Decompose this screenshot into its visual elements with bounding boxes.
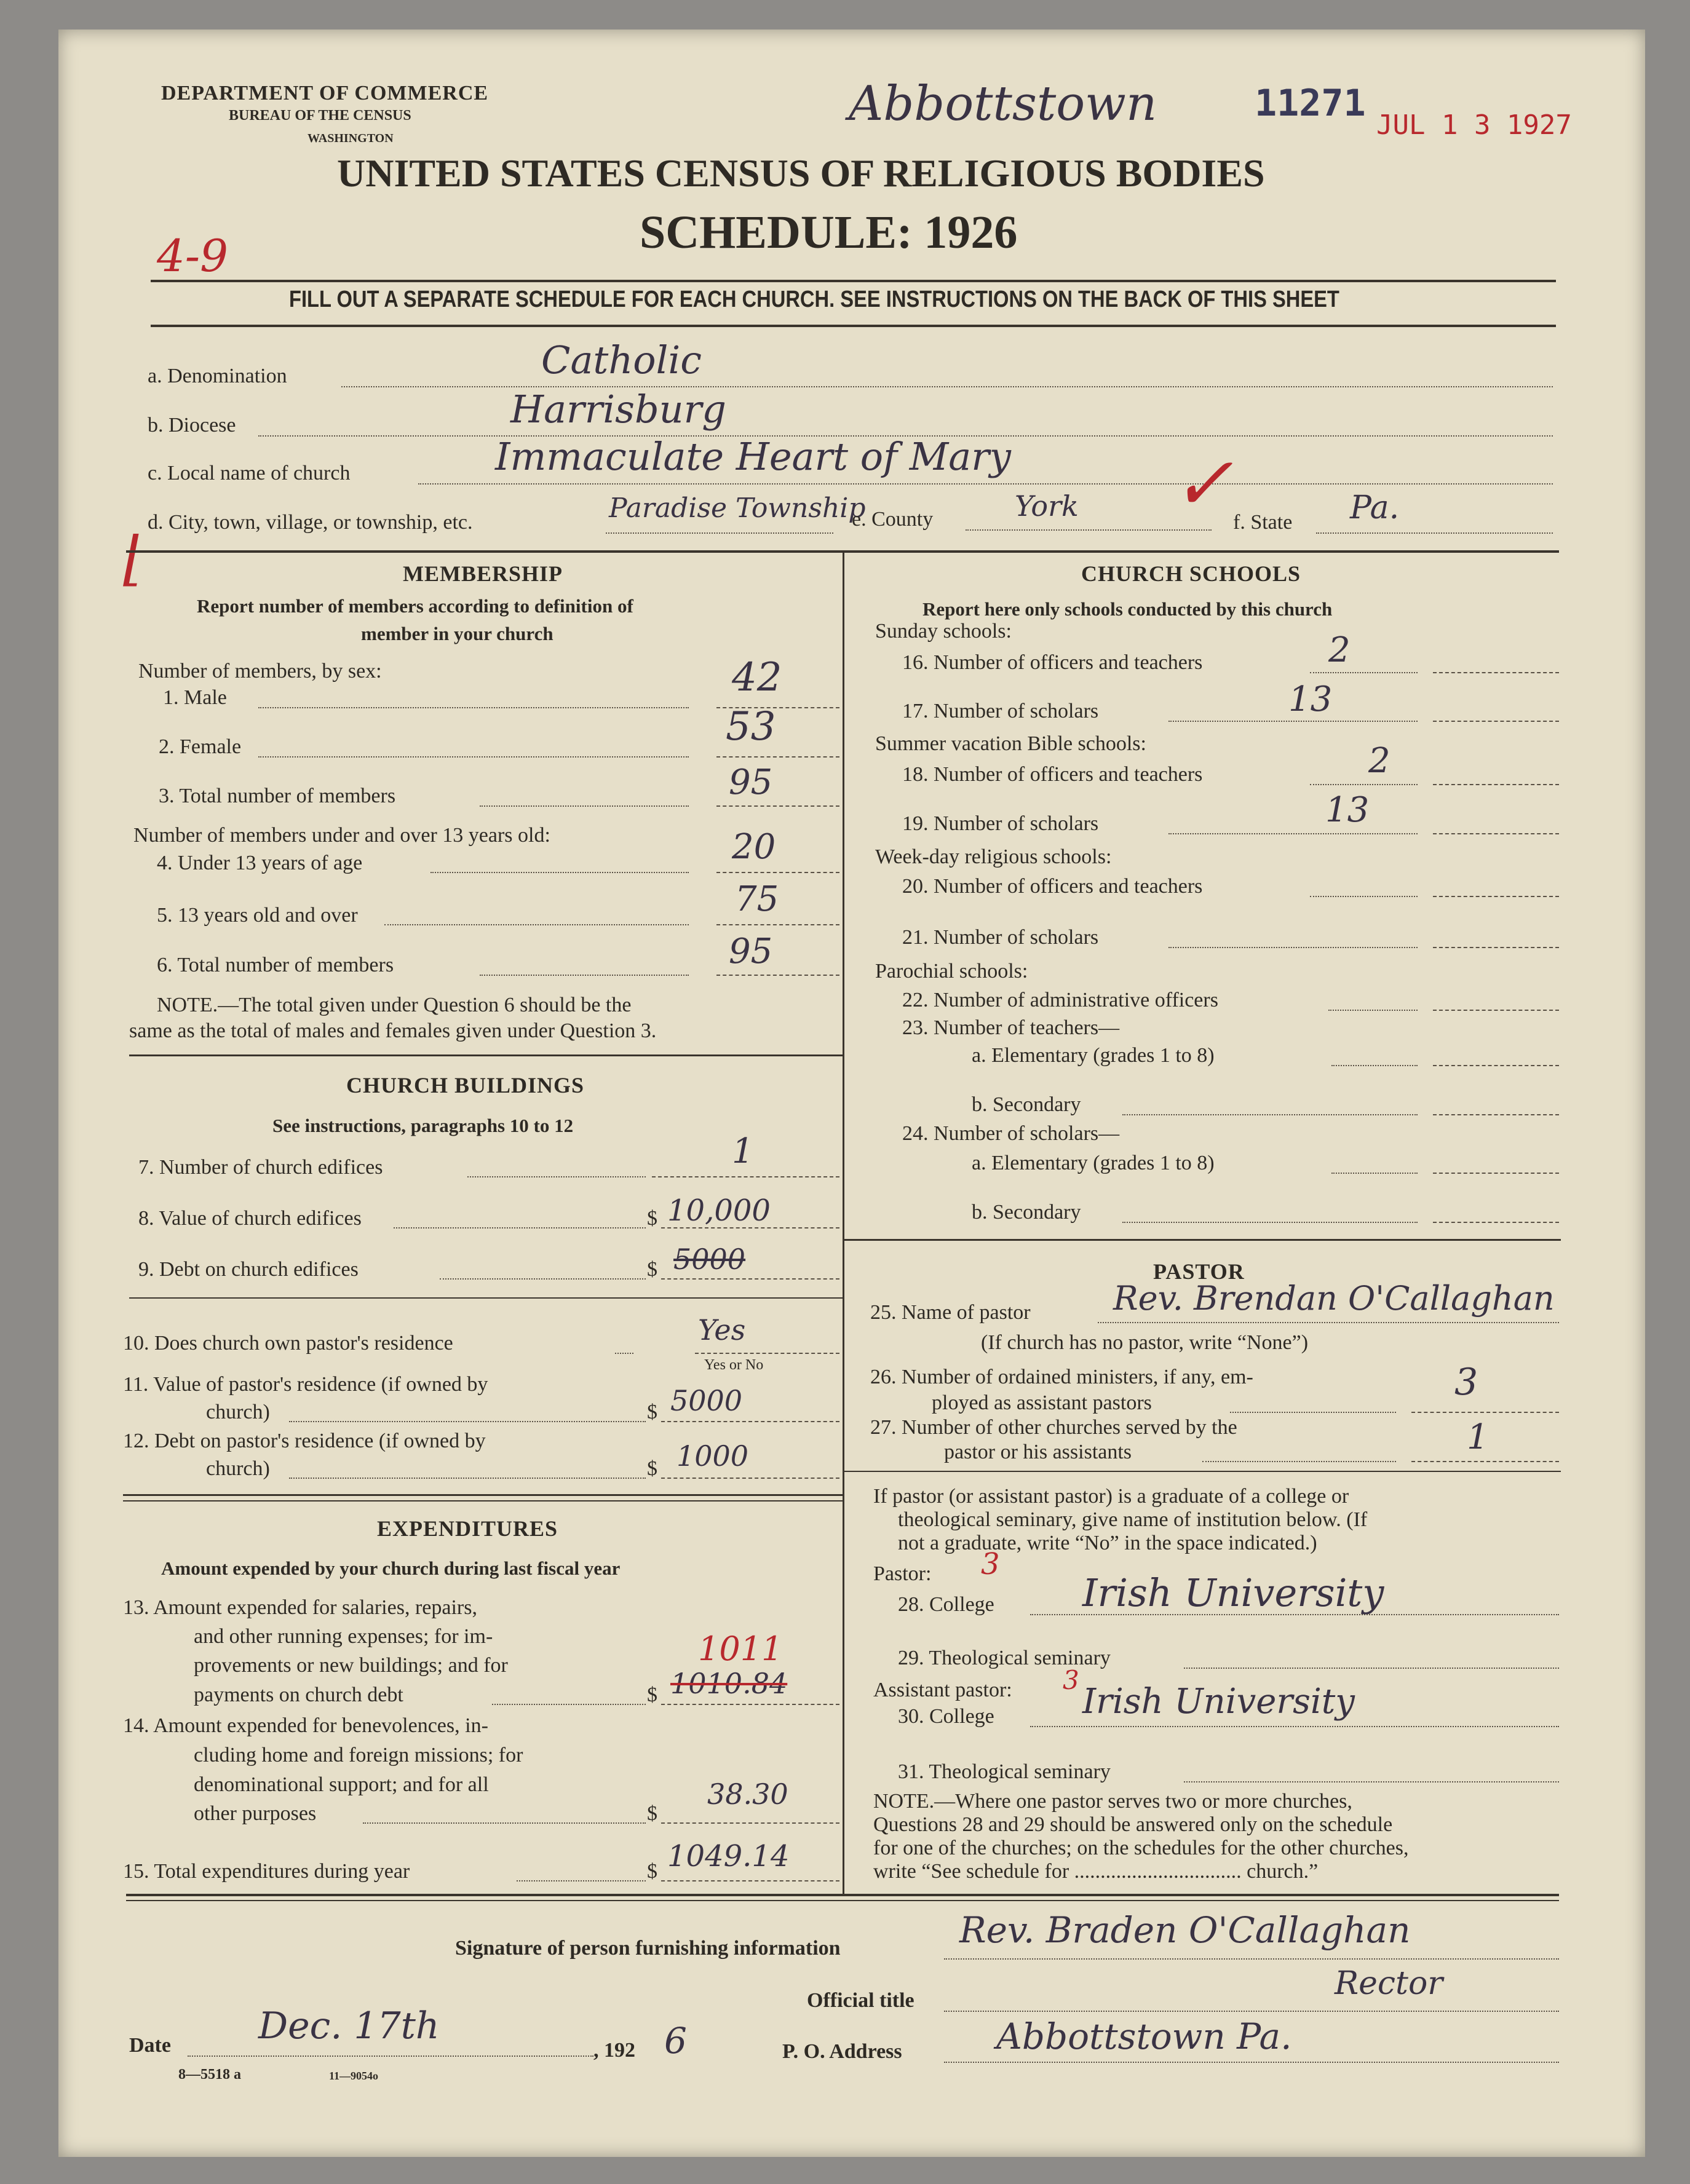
other-churches-label-2: pastor or his assistants <box>944 1441 1132 1463</box>
pastor-name-hint: (If church has no pastor, write “None”) <box>981 1331 1309 1354</box>
parochial-teachers-sec-answer-line[interactable] <box>1433 1114 1559 1115</box>
over-13-label: 5. 13 years old and over <box>157 904 358 927</box>
pastor-note-4: write “See schedule for ................................ church.” <box>873 1860 1319 1883</box>
residence-debt-label-2: church) <box>206 1457 270 1480</box>
footer-rule <box>126 1894 1559 1896</box>
summer-scholars-label: 19. Number of scholars <box>902 812 1099 835</box>
dept-heading: DEPARTMENT OF COMMERCE <box>161 82 489 105</box>
over-13-value[interactable]: 75 <box>735 879 779 919</box>
official-title-line[interactable] <box>944 2011 1559 2012</box>
running-expenses-label-3: provements or new buildings; and for <box>194 1654 508 1677</box>
residence-debt-answer-line[interactable] <box>661 1478 839 1479</box>
official-title-value[interactable]: Rector <box>1335 1965 1443 2002</box>
sunday-teachers-answer-line[interactable] <box>1433 672 1559 673</box>
sunday-scholars-line <box>1168 721 1418 722</box>
pastor-education-label: Pastor: <box>873 1562 932 1585</box>
form-number: 8—5518 a <box>178 2067 241 2083</box>
asst-ministers-line <box>1230 1412 1396 1413</box>
edifices-line <box>467 1176 646 1177</box>
form-title: UNITED STATES CENSUS OF RELIGIOUS BODIES <box>337 151 1265 195</box>
asst-college-label: 30. College <box>898 1705 994 1728</box>
male-label: 1. Male <box>163 686 227 709</box>
benevolences-label-2: cluding home and foreign missions; for <box>194 1744 523 1767</box>
membership-intro-2: member in your church <box>361 623 553 644</box>
buildings-rule <box>129 1297 843 1299</box>
year-prefix: , 192 <box>593 2039 635 2062</box>
header-rule-bottom <box>151 325 1556 327</box>
edifice-value-amount[interactable]: 10,000 <box>667 1193 771 1228</box>
sunday-scholars-value[interactable]: 13 <box>1288 679 1333 719</box>
church-name-value[interactable]: Immaculate Heart of Mary <box>495 434 1011 479</box>
official-title-label: Official title <box>807 1989 914 2012</box>
benevolences-amount[interactable]: 38.30 <box>707 1778 788 1811</box>
edifices-value[interactable]: 1 <box>732 1131 754 1171</box>
weekday-scholars-answer-line[interactable] <box>1433 947 1559 948</box>
residence-value-line <box>289 1421 646 1422</box>
edifice-value-dollar: $ <box>647 1207 657 1230</box>
total-age-line <box>480 975 689 976</box>
running-expenses-line <box>492 1704 646 1705</box>
asst-seminary-line[interactable] <box>1184 1781 1559 1782</box>
date-value[interactable]: Dec. 17th <box>258 2004 440 2048</box>
county-value[interactable]: York <box>1015 489 1079 523</box>
asst-education-mark: 3 <box>1063 1665 1079 1695</box>
total-expenditures-answer-line[interactable] <box>661 1880 839 1881</box>
total-age-label: 6. Total number of members <box>157 954 394 976</box>
parochial-teachers-elem-answer-line[interactable] <box>1433 1065 1559 1066</box>
graduate-intro-2: theological seminary, give name of institution below. (If <box>898 1508 1368 1531</box>
female-label: 2. Female <box>159 735 242 758</box>
total-age-value[interactable]: 95 <box>729 932 773 971</box>
benevolences-answer-line[interactable] <box>661 1822 839 1824</box>
washington-heading: WASHINGTON <box>307 132 394 145</box>
by-sex-label: Number of members, by sex: <box>138 660 382 682</box>
residence-debt-label-1: 12. Debt on pastor's residence (if owned by <box>123 1430 486 1452</box>
parochial-scholars-elem-answer-line[interactable] <box>1433 1173 1559 1174</box>
diocese-value[interactable]: Harrisburg <box>510 387 726 432</box>
total-sex-line <box>480 805 689 807</box>
residence-own-line <box>615 1353 633 1354</box>
weekday-schools-label: Week-day religious schools: <box>875 845 1112 868</box>
summer-schools-label: Summer vacation Bible schools: <box>875 732 1146 755</box>
instruction-banner: FILL OUT A SEPARATE SCHEDULE FOR EACH CHURCH. SEE INSTRUCTIONS ON THE BACK OF THIS SHEET <box>289 287 1339 312</box>
po-address-label: P. O. Address <box>782 2040 902 2063</box>
running-expenses-amount[interactable]: 1010.84 <box>670 1667 788 1700</box>
edifice-debt-line <box>440 1278 646 1280</box>
parochial-scholars-sec-line <box>1122 1222 1418 1223</box>
weekday-teachers-label: 20. Number of officers and teachers <box>902 875 1203 898</box>
denomination-value[interactable]: Catholic <box>541 338 702 382</box>
benevolences-line <box>363 1822 646 1824</box>
state-label: f. State <box>1233 511 1293 534</box>
total-sex-label: 3. Total number of members <box>159 785 396 807</box>
pastor-seminary-label: 29. Theological seminary <box>898 1647 1111 1669</box>
female-line <box>258 756 689 758</box>
benevolences-label-4: other purposes <box>194 1802 317 1825</box>
sunday-scholars-answer-line[interactable] <box>1433 721 1559 722</box>
parochial-scholars-sec-answer-line[interactable] <box>1433 1222 1559 1223</box>
residence-own-label: 10. Does church own pastor's residence <box>123 1332 453 1355</box>
total-expenditures-label: 15. Total expenditures during year <box>123 1860 410 1883</box>
benevolences-label-3: denominational support; and for all <box>194 1773 489 1796</box>
total-expenditures-amount[interactable]: 1049.14 <box>667 1839 790 1873</box>
by-age-label: Number of members under and over 13 years old: <box>133 824 550 847</box>
running-expenses-label-1: 13. Amount expended for salaries, repairs, <box>123 1596 477 1619</box>
margin-note: 4-9 <box>157 230 228 282</box>
edifice-debt-answer-line[interactable] <box>661 1278 839 1280</box>
benevolences-label-1: 14. Amount expended for benevolences, in- <box>123 1714 488 1737</box>
asst-education-label: Assistant pastor: <box>873 1679 1012 1701</box>
under-13-answer-line[interactable] <box>716 872 839 873</box>
pastor-name-label: 25. Name of pastor <box>870 1301 1031 1324</box>
footer-rule-2 <box>126 1900 1559 1901</box>
under-13-line <box>430 872 689 873</box>
male-value[interactable]: 42 <box>732 655 782 700</box>
date-received-stamp: JUL 1 3 1927 <box>1376 109 1572 141</box>
parochial-teachers-sec-label: b. Secondary <box>972 1093 1081 1116</box>
residence-own-value[interactable]: Yes <box>698 1313 746 1347</box>
parochial-teachers-elem-label: a. Elementary (grades 1 to 8) <box>972 1044 1215 1067</box>
running-expenses-answer-line[interactable] <box>661 1704 839 1705</box>
residence-value-label-2: church) <box>206 1401 270 1423</box>
pastor-note-1: NOTE.—Where one pastor serves two or more churches, <box>873 1790 1352 1813</box>
weekday-teachers-answer-line[interactable] <box>1433 896 1559 897</box>
pastor-college-label: 28. College <box>898 1593 994 1616</box>
asst-college-value[interactable]: Irish University <box>1082 1682 1355 1722</box>
summer-scholars-answer-line[interactable] <box>1433 833 1559 834</box>
signature-label: Signature of person furnishing information <box>455 1937 841 1960</box>
pastor-name-line[interactable] <box>1098 1322 1559 1323</box>
print-number: 11—9054o <box>329 2070 379 2082</box>
county-label: e. County <box>852 508 934 531</box>
membership-note-1: NOTE.—The total given under Question 6 should be the <box>157 994 632 1016</box>
total-sex-value[interactable]: 95 <box>729 762 773 802</box>
graduate-intro-3: not a graduate, write “No” in the space indicated.) <box>898 1532 1317 1554</box>
pastor-name-value[interactable]: Rev. Brendan O'Callaghan <box>1113 1279 1555 1318</box>
edifice-debt-dollar: $ <box>647 1258 657 1281</box>
running-expenses-dollar: $ <box>647 1684 657 1706</box>
column-divider <box>843 550 844 1894</box>
membership-title: MEMBERSHIP <box>403 561 563 586</box>
residence-value-answer-line[interactable] <box>661 1421 839 1422</box>
sunday-scholars-label: 17. Number of scholars <box>902 700 1099 722</box>
diocese-label: b. Diocese <box>148 414 236 437</box>
asst-college-line[interactable] <box>1030 1726 1559 1727</box>
pastor-title: PASTOR <box>1153 1259 1245 1284</box>
year-value[interactable]: 6 <box>664 2020 687 2062</box>
residence-debt-amount[interactable]: 1000 <box>676 1439 749 1473</box>
buildings-title: CHURCH BUILDINGS <box>346 1073 585 1098</box>
signature-value[interactable]: Rev. Braden O'Callaghan <box>959 1909 1411 1951</box>
parochial-scholars-elem-label: a. Elementary (grades 1 to 8) <box>972 1152 1215 1174</box>
yes-no-hint: Yes or No <box>704 1357 764 1373</box>
pastor-seminary-line[interactable] <box>1184 1668 1559 1669</box>
edifice-debt-label: 9. Debt on church edifices <box>138 1258 359 1281</box>
sunday-schools-label: Sunday schools: <box>875 620 1012 643</box>
under-13-value[interactable]: 20 <box>732 827 776 867</box>
city-value[interactable]: Paradise Township <box>609 493 866 524</box>
parochial-teachers-label: 23. Number of teachers— <box>902 1016 1120 1039</box>
summer-teachers-label: 18. Number of officers and teachers <box>902 763 1203 786</box>
parochial-teachers-elem-line <box>1331 1065 1418 1066</box>
state-line[interactable] <box>1316 532 1553 534</box>
red-margin-mark: ⌊ <box>123 524 146 593</box>
asst-ministers-label-1: 26. Number of ordained ministers, if any, em- <box>870 1366 1253 1388</box>
total-sex-answer-line[interactable] <box>716 805 839 807</box>
bureau-heading: BUREAU OF THE CENSUS <box>229 108 411 124</box>
pastor-note-3: for one of the churches; on the schedules for the other churches, <box>873 1837 1409 1859</box>
over-13-answer-line[interactable] <box>716 924 839 925</box>
parochial-officers-answer-line[interactable] <box>1433 1010 1559 1011</box>
buildings-intro: See instructions, paragraphs 10 to 12 <box>272 1115 574 1136</box>
church-name-line[interactable] <box>418 483 1553 485</box>
number-stamp: 11271 <box>1255 82 1366 125</box>
residence-debt-dollar: $ <box>647 1457 657 1480</box>
under-13-label: 4. Under 13 years of age <box>157 852 363 874</box>
total-expenditures-dollar: $ <box>647 1860 657 1883</box>
running-expenses-label-4: payments on church debt <box>194 1684 403 1706</box>
total-expenditures-line <box>517 1880 646 1881</box>
expenditures-title: EXPENDITURES <box>377 1516 558 1541</box>
asst-ministers-label-2: ployed as assistant pastors <box>932 1391 1152 1414</box>
denomination-label: a. Denomination <box>148 365 287 387</box>
church-name-label: c. Local name of church <box>148 462 351 485</box>
other-churches-label-1: 27. Number of other churches served by the <box>870 1416 1237 1439</box>
pastor-rule <box>844 1471 1561 1472</box>
sunday-teachers-label: 16. Number of officers and teachers <box>902 651 1203 674</box>
edifices-answer-line[interactable] <box>652 1176 839 1177</box>
asst-ministers-answer-line[interactable] <box>1411 1412 1559 1413</box>
edifices-label: 7. Number of church edifices <box>138 1156 383 1179</box>
schools-rule <box>844 1239 1561 1241</box>
red-check-mark: ✓ <box>1172 441 1234 527</box>
residence-value-label-1: 11. Value of pastor's residence (if owned by <box>123 1373 488 1396</box>
po-address-line[interactable] <box>944 2062 1559 2063</box>
weekday-scholars-label: 21. Number of scholars <box>902 926 1099 949</box>
state-value[interactable]: Pa. <box>1350 489 1400 526</box>
parochial-scholars-sec-label: b. Secondary <box>972 1201 1081 1224</box>
schools-title: CHURCH SCHOOLS <box>1081 561 1301 586</box>
membership-note-2: same as the total of males and females given under Question 3. <box>129 1019 657 1042</box>
asst-ministers-value[interactable]: 3 <box>1454 1361 1478 1404</box>
female-value[interactable]: 53 <box>726 704 776 750</box>
other-churches-answer-line[interactable] <box>1411 1461 1559 1462</box>
edifice-value-label: 8. Value of church edifices <box>138 1207 362 1230</box>
pastor-education-mark: 3 <box>981 1547 1000 1581</box>
graduate-intro-1: If pastor (or assistant pastor) is a graduate of a college or <box>873 1485 1349 1508</box>
asst-seminary-label: 31. Theological seminary <box>898 1760 1111 1783</box>
summer-scholars-line <box>1168 833 1418 834</box>
residence-debt-line <box>289 1478 646 1479</box>
sunday-teachers-line <box>1310 672 1418 673</box>
residence-value-dollar: $ <box>647 1401 657 1423</box>
other-churches-value[interactable]: 1 <box>1467 1417 1489 1457</box>
sunday-teachers-value[interactable]: 2 <box>1328 630 1351 670</box>
county-line[interactable] <box>966 529 1212 531</box>
over-13-line <box>384 924 689 925</box>
running-expenses-label-2: and other running expenses; for im- <box>194 1625 493 1648</box>
parochial-officers-line <box>1328 1010 1418 1011</box>
weekday-teachers-line <box>1310 896 1418 897</box>
summer-teachers-line <box>1310 784 1418 785</box>
parochial-teachers-sec-line <box>1122 1114 1418 1115</box>
city-label: d. City, town, village, or township, etc. <box>148 511 473 534</box>
header-rule-top <box>151 280 1556 282</box>
city-line[interactable] <box>606 532 833 534</box>
parochial-schools-label: Parochial schools: <box>875 960 1028 983</box>
date-line[interactable] <box>188 2055 593 2057</box>
summer-teachers-value[interactable]: 2 <box>1368 741 1390 781</box>
expenditures-intro: Amount expended by your church during last fiscal year <box>161 1557 621 1579</box>
schools-intro: Report here only schools conducted by this church <box>922 598 1333 620</box>
edifice-debt-amount[interactable]: 5000 <box>673 1243 746 1276</box>
benevolences-dollar: $ <box>647 1802 657 1825</box>
place-stamp: Abbottstown <box>849 76 1157 132</box>
parochial-officers-label: 22. Number of administrative officers <box>902 989 1218 1011</box>
female-answer-line[interactable] <box>716 756 839 758</box>
membership-rule <box>129 1054 843 1056</box>
residence-own-answer-line[interactable] <box>695 1353 839 1354</box>
running-expenses-correction: 1011 <box>698 1629 783 1668</box>
expenditures-rule-top-2 <box>123 1500 843 1502</box>
membership-intro-1: Report number of members according to definition of <box>197 595 633 617</box>
other-churches-line <box>1202 1461 1396 1462</box>
residence-value-amount[interactable]: 5000 <box>670 1384 743 1417</box>
summer-scholars-value[interactable]: 13 <box>1325 790 1370 830</box>
signature-line[interactable] <box>944 1958 1559 1960</box>
schedule-year: SCHEDULE: 1926 <box>640 207 1018 258</box>
parochial-scholars-label: 24. Number of scholars— <box>902 1122 1120 1145</box>
male-line <box>258 707 689 708</box>
summer-teachers-answer-line[interactable] <box>1433 784 1559 785</box>
po-address-value[interactable]: Abbottstown Pa. <box>996 2016 1292 2057</box>
expenditures-rule-top <box>123 1494 843 1496</box>
total-age-answer-line[interactable] <box>716 975 839 976</box>
pastor-note-2: Questions 28 and 29 should be answered only on the schedule <box>873 1813 1393 1836</box>
date-label: Date <box>129 2034 171 2057</box>
weekday-scholars-line <box>1168 947 1418 948</box>
pastor-college-value[interactable]: Irish University <box>1082 1570 1384 1615</box>
parochial-scholars-elem-line <box>1331 1173 1418 1174</box>
edifice-value-line <box>394 1227 646 1228</box>
